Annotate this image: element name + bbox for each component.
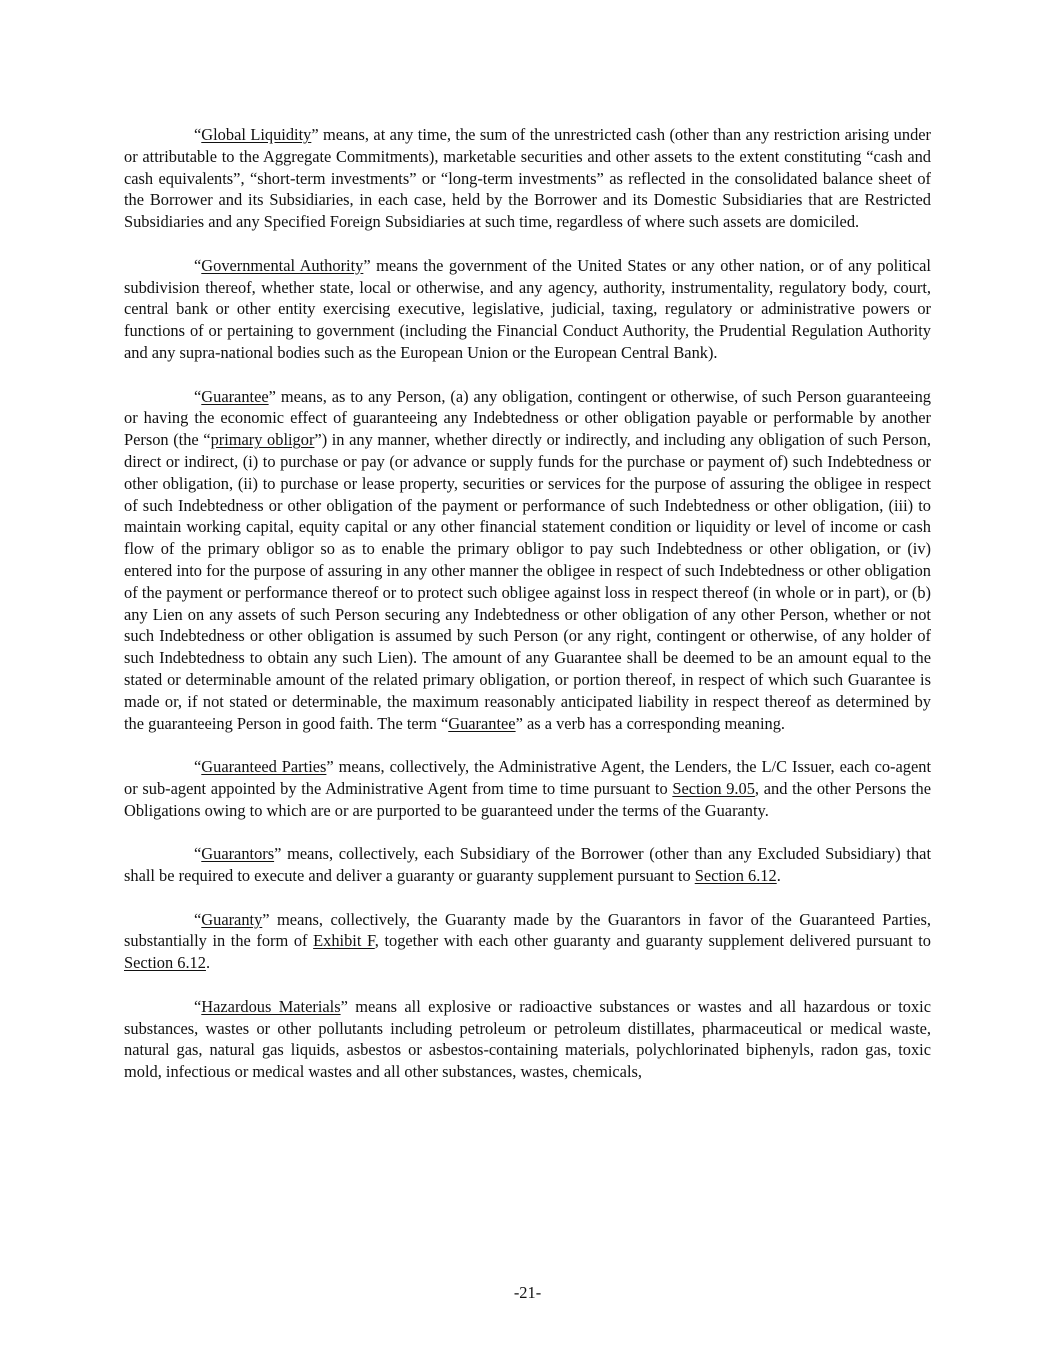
definition-hazardous-materials: [124, 996, 931, 1083]
definition-text: , and the other Persons the Obligations owing to which are or are purported to be guaranteed under the terms of the Guaranty.: [124, 778, 931, 820]
defined-term-guaranty: Guaranty: [201, 909, 263, 929]
definition-text: ” means, collectively, the Guaranty made by the Guarantors in favor of the Guaranteed Parties, substantially in the form of: [124, 909, 931, 951]
definition-text: ” means, at any time, the sum of the unrestricted cash (other than any restriction arising under or attributable to the Aggregate Commitments), marketable securities and other assets to the extent constituting “cash and cash equivalents”, “short-term investments” or “long-term investments” as reflected in the consolidated balance sheet of the Borrower and its Subsidiaries, in each case, held by the Borrower and its Domestic Subsidiaries that are Restricted Subsidiaries and any Specified Foreign Subsidiaries at such time, regardless of where such assets are domiciled.: [124, 125, 931, 232]
section-reference-6-12: Section 6.12: [124, 953, 206, 973]
open-quote: “: [194, 909, 202, 929]
definition-guaranteed-parties: [124, 756, 931, 821]
section-reference-9-05: Section 9.05: [672, 778, 755, 798]
definition-text: ” means, collectively, the Administrative Agent, the Lenders, the L/C Issuer, each co-agent or sub-agent appointed by the Administrative Agent from time to time pursuant to: [124, 757, 931, 798]
definition-guarantors: [124, 843, 931, 887]
definition-text: ” as a verb has a corresponding meaning.: [515, 713, 786, 733]
open-quote: “: [194, 996, 202, 1016]
open-quote: “: [194, 757, 202, 777]
definition-text: ” means, as to any Person, (a) any obligation, contingent or otherwise, of such Person guaranteeing or having the economic effect of guaranteeing any Indebtedness or other obligation payable or performable by another Person (the “: [124, 386, 931, 450]
open-quote: “: [194, 844, 202, 864]
definition-text: ”) in any manner, whether directly or indirectly, and including any obligation of such Person, direct or indirect, (i) to purchase or pay (or advance or supply funds for the purchase or payment of) such Indebtedness or other obligation, (ii) to purchase or lease property, securities or services for the purpose of assuring the obligee in respect of such Indebtedness or other obligation of the payment or performance of such Indebtedness or other obligation, (iii) to maintain working capital, equity capital or any other financial statement condition or liquidity or level of income or cash flow of the primary obligor so as to enable the primary obligor to pay such Indebtedness or other obligation, or (iv) entered into for the purpose of assuring in any other manner the obligee in respect of such Indebtedness or other obligation of the payment or performance thereof or to protect such obligee against loss in respect thereof (in whole or in part), or (b) any Lien on any assets of such Person securing any Indebtedness or other obligation of any other Person, whether or not such Indebtedness or other obligation is assumed by such Person (or any right, contingent or otherwise, of any holder of such Indebtedness to obtain any such Lien). The amount of any Guarantee shall be deemed to be an amount equal to the stated or determinable amount of the related primary obligation, or portion thereof, in respect of which such Guarantee is made or, if not stated or determinable, the maximum reasonably anticipated liability in respect thereof as determined by the guaranteeing Person in good faith. The term “: [124, 430, 931, 733]
definition-guarantee: [124, 386, 931, 735]
definition-text: .: [776, 866, 781, 886]
open-quote: “: [194, 125, 202, 144]
definition-text: ” means all explosive or radioactive substances or wastes and all hazardous or toxic substances, wastes or other pollutants including petroleum or petroleum distillates, pharmaceutical or medical waste, natural gas, natural gas liquids, asbestos or asbestos-containing materials, polychlorinated biphenyls, radon gas, toxic mold, infectious or medical wastes and all other substances, wastes, chemicals,: [124, 996, 931, 1082]
exhibit-reference-f: Exhibit F: [313, 931, 375, 951]
defined-term-hazardous-materials: Hazardous Materials: [201, 996, 341, 1016]
defined-term-guarantors: Guarantors: [201, 844, 275, 864]
defined-term-primary-obligor: primary obligor: [210, 430, 315, 450]
section-reference-6-12: Section 6.12: [694, 866, 777, 886]
definition-global-liquidity: [124, 124, 931, 233]
defined-term-global-liquidity: Global Liquidity: [201, 125, 312, 144]
definition-governmental-authority: [124, 255, 931, 364]
defined-term-guaranteed-parties: Guaranteed Parties: [201, 757, 327, 777]
definition-guaranty: [124, 909, 931, 974]
defined-term-governmental-authority: Governmental Authority: [201, 255, 364, 275]
defined-term-guarantee-verb: Guarantee: [448, 713, 516, 733]
document-page: [124, 124, 931, 1105]
open-quote: “: [194, 386, 202, 406]
open-quote: “: [194, 255, 202, 275]
definition-text: .: [205, 953, 211, 973]
page-number: -21-: [513, 1283, 542, 1302]
definition-text: ” means the government of the United States or any other nation, or of any political subdivision thereof, whether state, local or otherwise, and any agency, authority, instrumentality, regulatory body, court, central bank or other entity exercising executive, legislative, judicial, taxing, regulatory or administrative powers or functions of or pertaining to government (including the Financial Conduct Authority, the Prudential Regulation Authority and any supra-national bodies such as the European Union or the European Central Bank).: [124, 255, 931, 362]
definition-text: ” means, collectively, each Subsidiary of the Borrower (other than any Excluded Subsidiary) that shall be required to execute and deliver a guaranty or guaranty supplement pursuant to: [124, 844, 931, 886]
definition-text: , together with each other guaranty and guaranty supplement delivered pursuant to: [374, 931, 931, 951]
defined-term-guarantee: Guarantee: [201, 386, 269, 406]
